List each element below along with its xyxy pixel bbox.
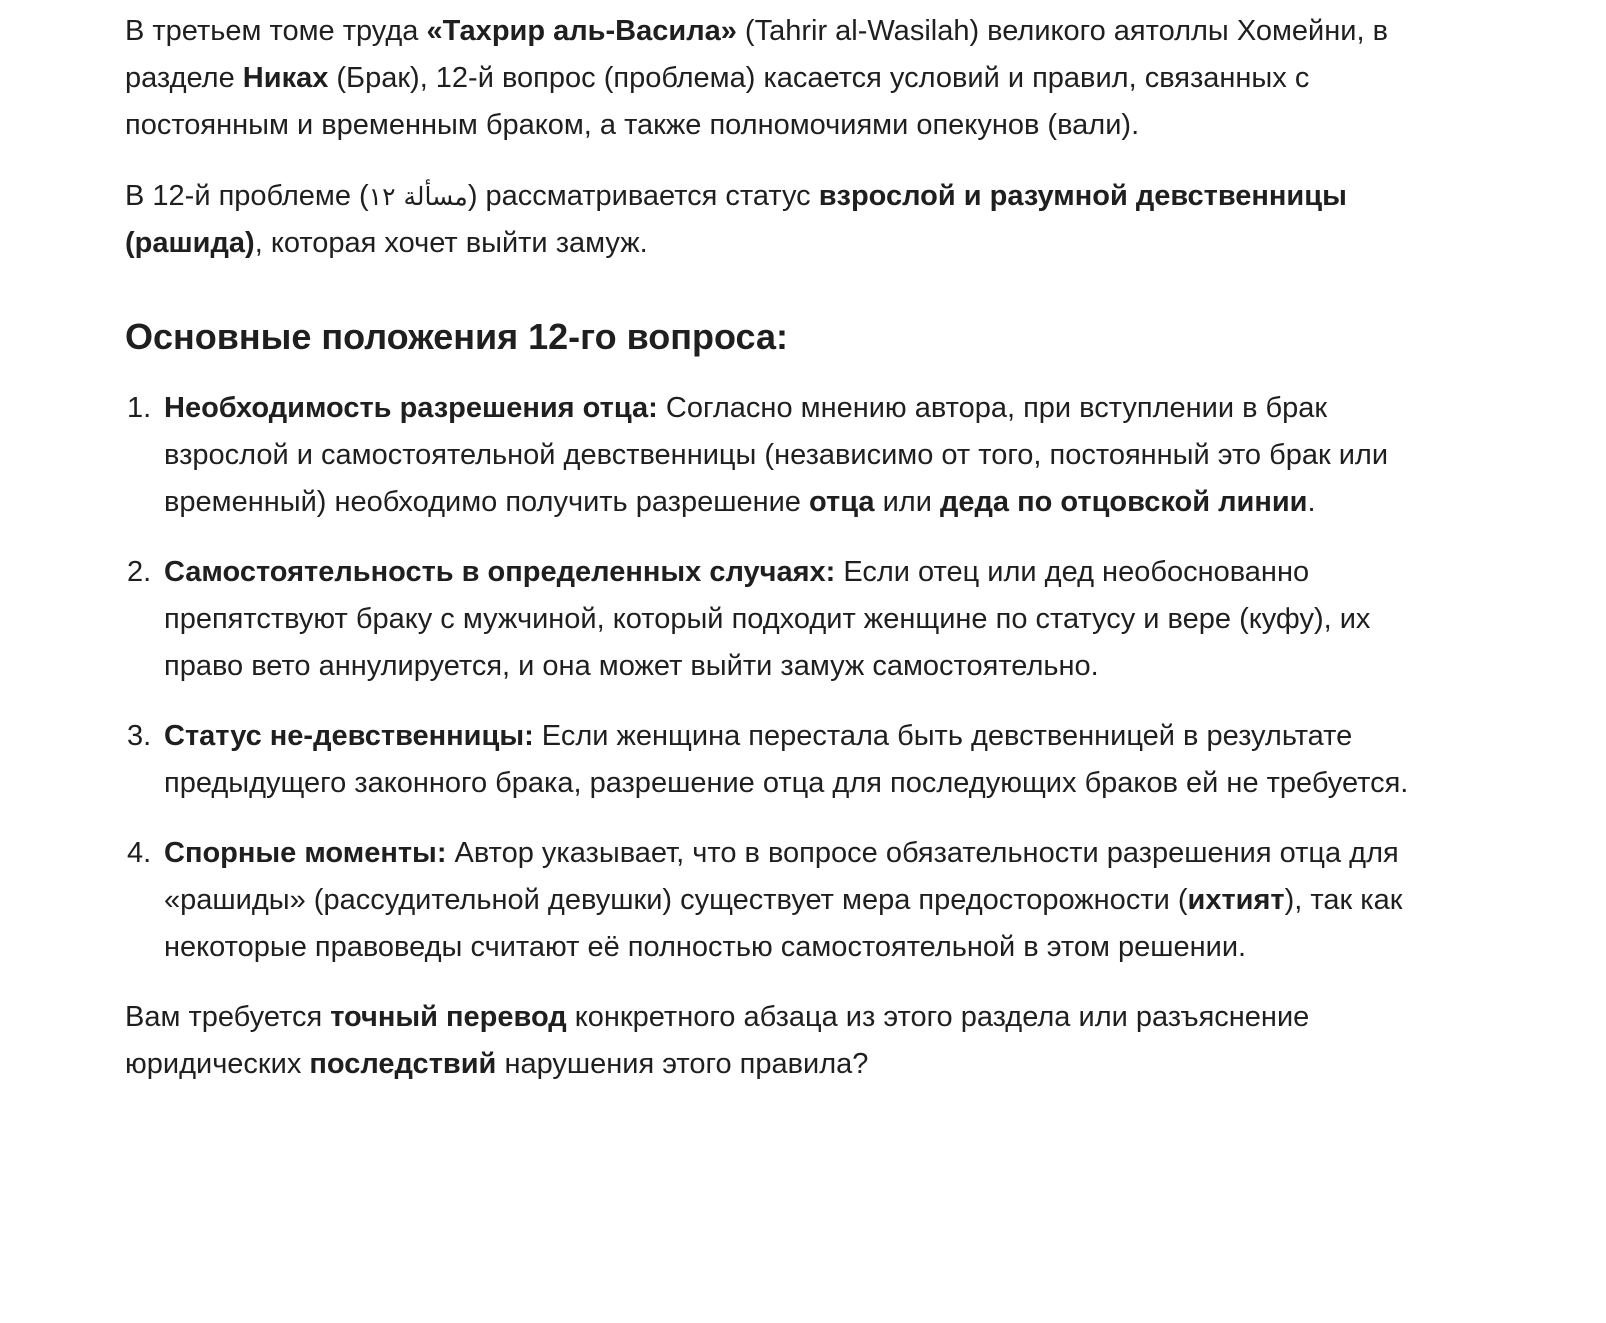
- list-item-text: [164, 392, 1388, 518]
- bold-text: «Тахрир аль-Васила»: [426, 15, 737, 47]
- bold-text: последствий: [309, 1048, 497, 1080]
- arabic-text: مسألة ١٢: [368, 182, 468, 211]
- list-number: 1.: [127, 392, 152, 424]
- text-segment: Согласно мнению автора, при вступлении в брак взрослой и самостоятельной девственницы (независимо от того, постоянный это брак или временный) необходимо получить разрешение: [164, 392, 1389, 518]
- section-heading: Основные положения 12-го вопроса:: [125, 316, 789, 357]
- text-segment: Если отец или дед необоснованно препятствуют браку с мужчиной, который подходит женщине по статусу и вере (куфу), их право вето аннулируется, и она может выйти замуж самостоятельно.: [164, 556, 1371, 682]
- bold-text: отца: [809, 486, 875, 518]
- text-segment: ) рассматривается статус: [467, 180, 819, 212]
- text-segment: В третьем томе труда: [125, 15, 427, 47]
- list-item-text: [164, 556, 1370, 682]
- bold-text: деда по отцовской линии: [939, 486, 1308, 518]
- text-segment: В 12-й проблеме (: [125, 180, 369, 212]
- text-segment: Если женщина перестала быть девственницей в результате предыдущего законного брака, разрешение отца для последующих браков ей не требуется.: [164, 720, 1409, 799]
- list-number: 3.: [127, 720, 152, 752]
- text-segment: Автор указывает, что в вопросе обязательности разрешения отца для «рашиды» (рассудительной девушки) существует мера предосторожности (: [164, 837, 1399, 916]
- list-number: 2.: [127, 556, 152, 588]
- text-segment: Вам требуется: [125, 1001, 331, 1033]
- list-item: [125, 830, 1415, 971]
- bold-text: взрослой и разумной девственницы (рашида): [125, 180, 1347, 259]
- list-item: [125, 549, 1415, 690]
- response-content: [125, 8, 1415, 1112]
- text-segment: нарушения этого правила?: [496, 1048, 869, 1080]
- text-segment: ), так как некоторые правоведы считают её полностью самостоятельной в этом решении.: [164, 884, 1403, 963]
- bold-text: Спорные моменты:: [164, 837, 447, 869]
- text-segment: (Tahrir al-Wasilah) великого аятоллы Хомейни, в разделе: [125, 15, 1388, 94]
- bold-text: Необходимость разрешения отца:: [164, 392, 658, 424]
- list-number: 4.: [127, 837, 152, 869]
- text-segment: или: [874, 486, 940, 518]
- list-item: [125, 385, 1415, 526]
- text-segment: , которая хочет выйти замуж.: [254, 227, 648, 259]
- text-segment: (Брак), 12-й вопрос (проблема) касается условий и правил, связанных с постоянным и временным браком, а также полномочиями опекунов (вали).: [125, 62, 1310, 141]
- bold-text: точный перевод: [330, 1001, 567, 1033]
- bold-text: Никах: [242, 62, 329, 94]
- bold-text: Самостоятельность в определенных случаях:: [164, 556, 836, 588]
- text-segment: .: [1307, 486, 1316, 518]
- list-item: [125, 713, 1415, 807]
- list-item-text: [164, 720, 1408, 799]
- list-item-text: [164, 837, 1402, 963]
- text-segment: конкретного абзаца из этого раздела или разъяснение юридических: [125, 1001, 1310, 1080]
- key-points-list: [125, 385, 1415, 971]
- closing-question: [125, 994, 1415, 1088]
- intro-paragraph-2: [125, 173, 1415, 267]
- intro-paragraph-1: [125, 8, 1415, 149]
- bold-text: ихтият: [1187, 884, 1285, 916]
- bold-text: Статус не-девственницы:: [164, 720, 534, 752]
